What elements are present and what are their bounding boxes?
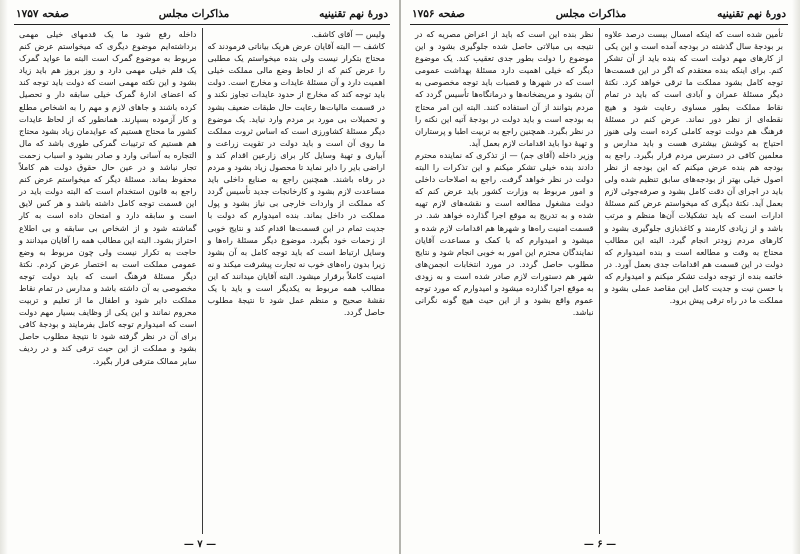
- paragraph: داخله رفع شود ما یک قدمهای خیلی مهمی برداشته‌ایم موضوع دیگری که میخواستم عرض کنم مربوط به موضوع گمرک است البته ما عواید گمرک یک قلم خیلی مهمی دارد و روز بروز هم باید زیاد بشود و این نکته مهمی است که دولت باید توجه کند که اعضای ادارهٔ گمرک خیلی سابقه دار و تحصیل کرده باشند و جاهای لازم و مهم را به اشخاص مطلع و کار آزموده بسپارند. همانطور که از لحاظ عایدات کشور ما محتاج هستیم که عوایدمان زیاد بشود محتاج هم هستیم که ترتیبات گمرکی طوری باشد که مال التجاره به آسانی وارد و صادر بشود و اسباب زحمت تجار نباشد و در عین حال حقوق دولت هم کاملاً محفوظ بماند. مسئلهٔ دیگر که میخواستم عرض کنم راجع به قانون استخدام است که البته دولت باید در این قسمت توجه کامل داشته باشد و هر کس لایق است و سابقه دارد و امتحان داده است به کار گماشته شود و از اشخاص بی سابقه و بی اطلاع احتراز بشود. البته این مطالب همه را آقایان میدانند و حاجت به تکرار نیست ولی چون مربوط به وضع عمومی مملکت است به اختصار عرض کردم. نکتهٔ دیگر مسئلهٔ فرهنگ است که باید دولت توجه مخصوصی به آن داشته باشد و مدارس در تمام نقاط مملکت دایر شود و اطفال ما از تعلیم و تربیت محروم نمانند و این یکی از وظایف بسیار مهم دولت است که امیدوارم توجه کامل بفرمایند و بودجهٔ کافی برای آن در نظر گرفته شود تا نتیجهٔ مطلوب حاصل بشود و مملکت از این حیث ترقی کند و در ردیف سایر ممالک مترقی قرار بگیرد.: [19, 29, 197, 366]
- text-column: [410, 28, 600, 534]
- paragraph: وزیر داخله (آقای جم) — از تذکری که نماینده محترم دادند بنده خیلی تشکر میکنم و این تذکرات را البته دولت در نظر خواهد گرفت. راجع به اصلاحات داخلی و امور مربوط به وزارت کشور باید عرض کنم که دولت مشغول مطالعه است و نقشه‌های لازم تهیه شده و به تدریج به موقع اجرا گذارده خواهد شد. در قسمت امنیت راه‌ها و شهرها هم اقدامات لازم شده و میشود و امیدوارم که با کمک و مساعدت آقایان نمایندگان محترم این امور به خوبی انجام شود و نتایج مطلوب حاصل گردد. در مورد انتخابات انجمن‌های شهر هم دستورات لازم صادر شده است و به زودی به موقع اجرا گذارده میشود و امیدوارم که مورد توجه عموم واقع بشود و از این حیث هیچ گونه نگرانی نباشد.: [415, 149, 594, 318]
- paragraph: ولیس — آقای کاشف.: [311, 29, 385, 39]
- page-edge-shadow: [0, 0, 8, 554]
- text-columns: [14, 28, 390, 534]
- right-page: [400, 0, 800, 554]
- text-column: [203, 28, 391, 534]
- session-label: دورهٔ نهم تقنینیه: [717, 8, 786, 20]
- session-label: دورهٔ نهم تقنینیه: [319, 8, 388, 20]
- page-number: — ۷ —: [183, 539, 217, 550]
- paragraph: تأمین شده است که اینکه امسال بیست درصد علاوه بر بودجهٔ سال گذشته در بودجه آمده است و این یکی از کارهای مهم دولت است که بنده باید از آن تشکر کنم. برای اینکه بنده معتقدم که اگر در این قسمت‌ها توجه کامل بشود مملکت ما ترقی خواهد کرد. نکتهٔ دیگر مسئلهٔ عمران و آبادی است که باید در تمام نقاط مملکت بطور مساوی رعایت شود و هیچ نقطه‌ای از نظر دور نماند. عرض کنم در مسئلهٔ فرهنگ هم دولت توجه کاملی کرده است ولی هنوز احتیاج به کوشش بیشتری هست و باید مدارس و معلمین کافی در دسترس مردم قرار بگیرد. راجع به بودجه هم بنده عرض میکنم که این بودجه از نظر اصول خیلی بهتر از بودجه‌های سابق تنظیم شده ولی باید در اجرای آن دقت کامل بشود و صرفه‌جوئی لازم بعمل آید. نکتهٔ دیگری که میخواستم عرض کنم مسئلهٔ ادارات است که باید تشکیلات آن‌ها منظم و مرتب باشد و از زیادی کارمند و کاغذبازی جلوگیری بشود و کارهای مردم زودتر انجام گیرد. البته این مطالب محتاج به وقت و مطالعه است و بنده امیدوارم که دولت در این قسمت هم اقدامات جدی بعمل آورد. در خاتمه بنده از توجه دولت تشکر میکنم و امیدوارم که با حسن نیت و جدیت کامل این مقاصد عملی بشود و مملکت ما در راه ترقی پیش برود.: [604, 29, 783, 306]
- page-label: صفحه ۱۷۵۷: [16, 8, 69, 20]
- paragraph: کاشف — البته آقایان عرض هریک بیاناتی فرمودند که محتاج بتکرار نیست ولی بنده میخواستم یک مطلبی را عرض کنم که از لحاظ وضع مالی مملکت خیلی اهمیت دارد و آن مسئلهٔ عایدات و مخارج است. دولت باید توجه کند که مخارج از حدود عایدات تجاوز نکند و در قسمت مالیات‌ها رعایت حال طبقات ضعیف بشود و تحمیلات بی مورد بر مردم وارد نیاید. یک موضوع دیگر مسئلهٔ کشاورزی است که اساس ثروت مملکت ما روی آن است و باید دولت در تقویت زراعت و آبیاری و تهیهٔ وسایل کار برای زارعین اقدام کند و اراضی بایر را دایر نماید تا محصول زیاد بشود و مردم در رفاه باشند. همچنین راجع به صنایع داخلی باید مساعدت لازم بشود و کارخانجات جدید تأسیس گردد که مملکت از واردات خارجی بی نیاز بشود و پول مملکت در داخل بماند. بنده امیدوارم که دولت با جدیت تمام در این قسمت‌ها اقدام کند و نتایج خوبی از زحمات خود بگیرد. موضوع دیگر مسئلهٔ راه‌ها و وسایل ارتباط است که باید توجه کامل به آن بشود زیرا بدون راه‌های خوب نه تجارت پیشرفت میکند و نه امنیت کاملاً برقرار میشود. البته آقایان میدانند که این مطالب همه مربوط به یکدیگر است و باید با یک نقشهٔ صحیح و منظم عمل شود تا نتیجهٔ مطلوب حاصل گردد.: [207, 41, 385, 318]
- text-column: [600, 28, 789, 534]
- text-columns: [410, 28, 788, 534]
- page-edge-shadow: [792, 0, 800, 554]
- running-header: [14, 8, 390, 25]
- text-column: [14, 28, 203, 534]
- header-title: مذاکرات مجلس: [158, 8, 230, 20]
- page-label: صفحه ۱۷۵۶: [412, 8, 465, 20]
- paragraph: نظر بنده این است که باید از اعراض مصریه که در نتیجه بی مبالاتی حاصل شده جلوگیری بشود و این موضوع را دولت بطور جدی تعقیب کند. یک موضوع دیگر که خیلی اهمیت دارد مسئلهٔ بهداشت عمومی است که در شهرها و قصبات باید توجه مخصوصی به آن بشود و مریضخانه‌ها و درمانگاه‌ها تأسیس گردد که مردم بتوانند از آن استفاده کنند. البته این امر محتاج به بودجه است و باید دولت در بودجهٔ آتیه این نکته را در نظر بگیرد. همچنین راجع به تربیت اطبا و پرستاران و تهیهٔ دوا باید اقدامات لازم بعمل آید.: [415, 29, 594, 148]
- header-title: مذاکرات مجلس: [555, 8, 627, 20]
- running-header: [410, 8, 788, 25]
- page-number: — ۶ —: [583, 539, 617, 550]
